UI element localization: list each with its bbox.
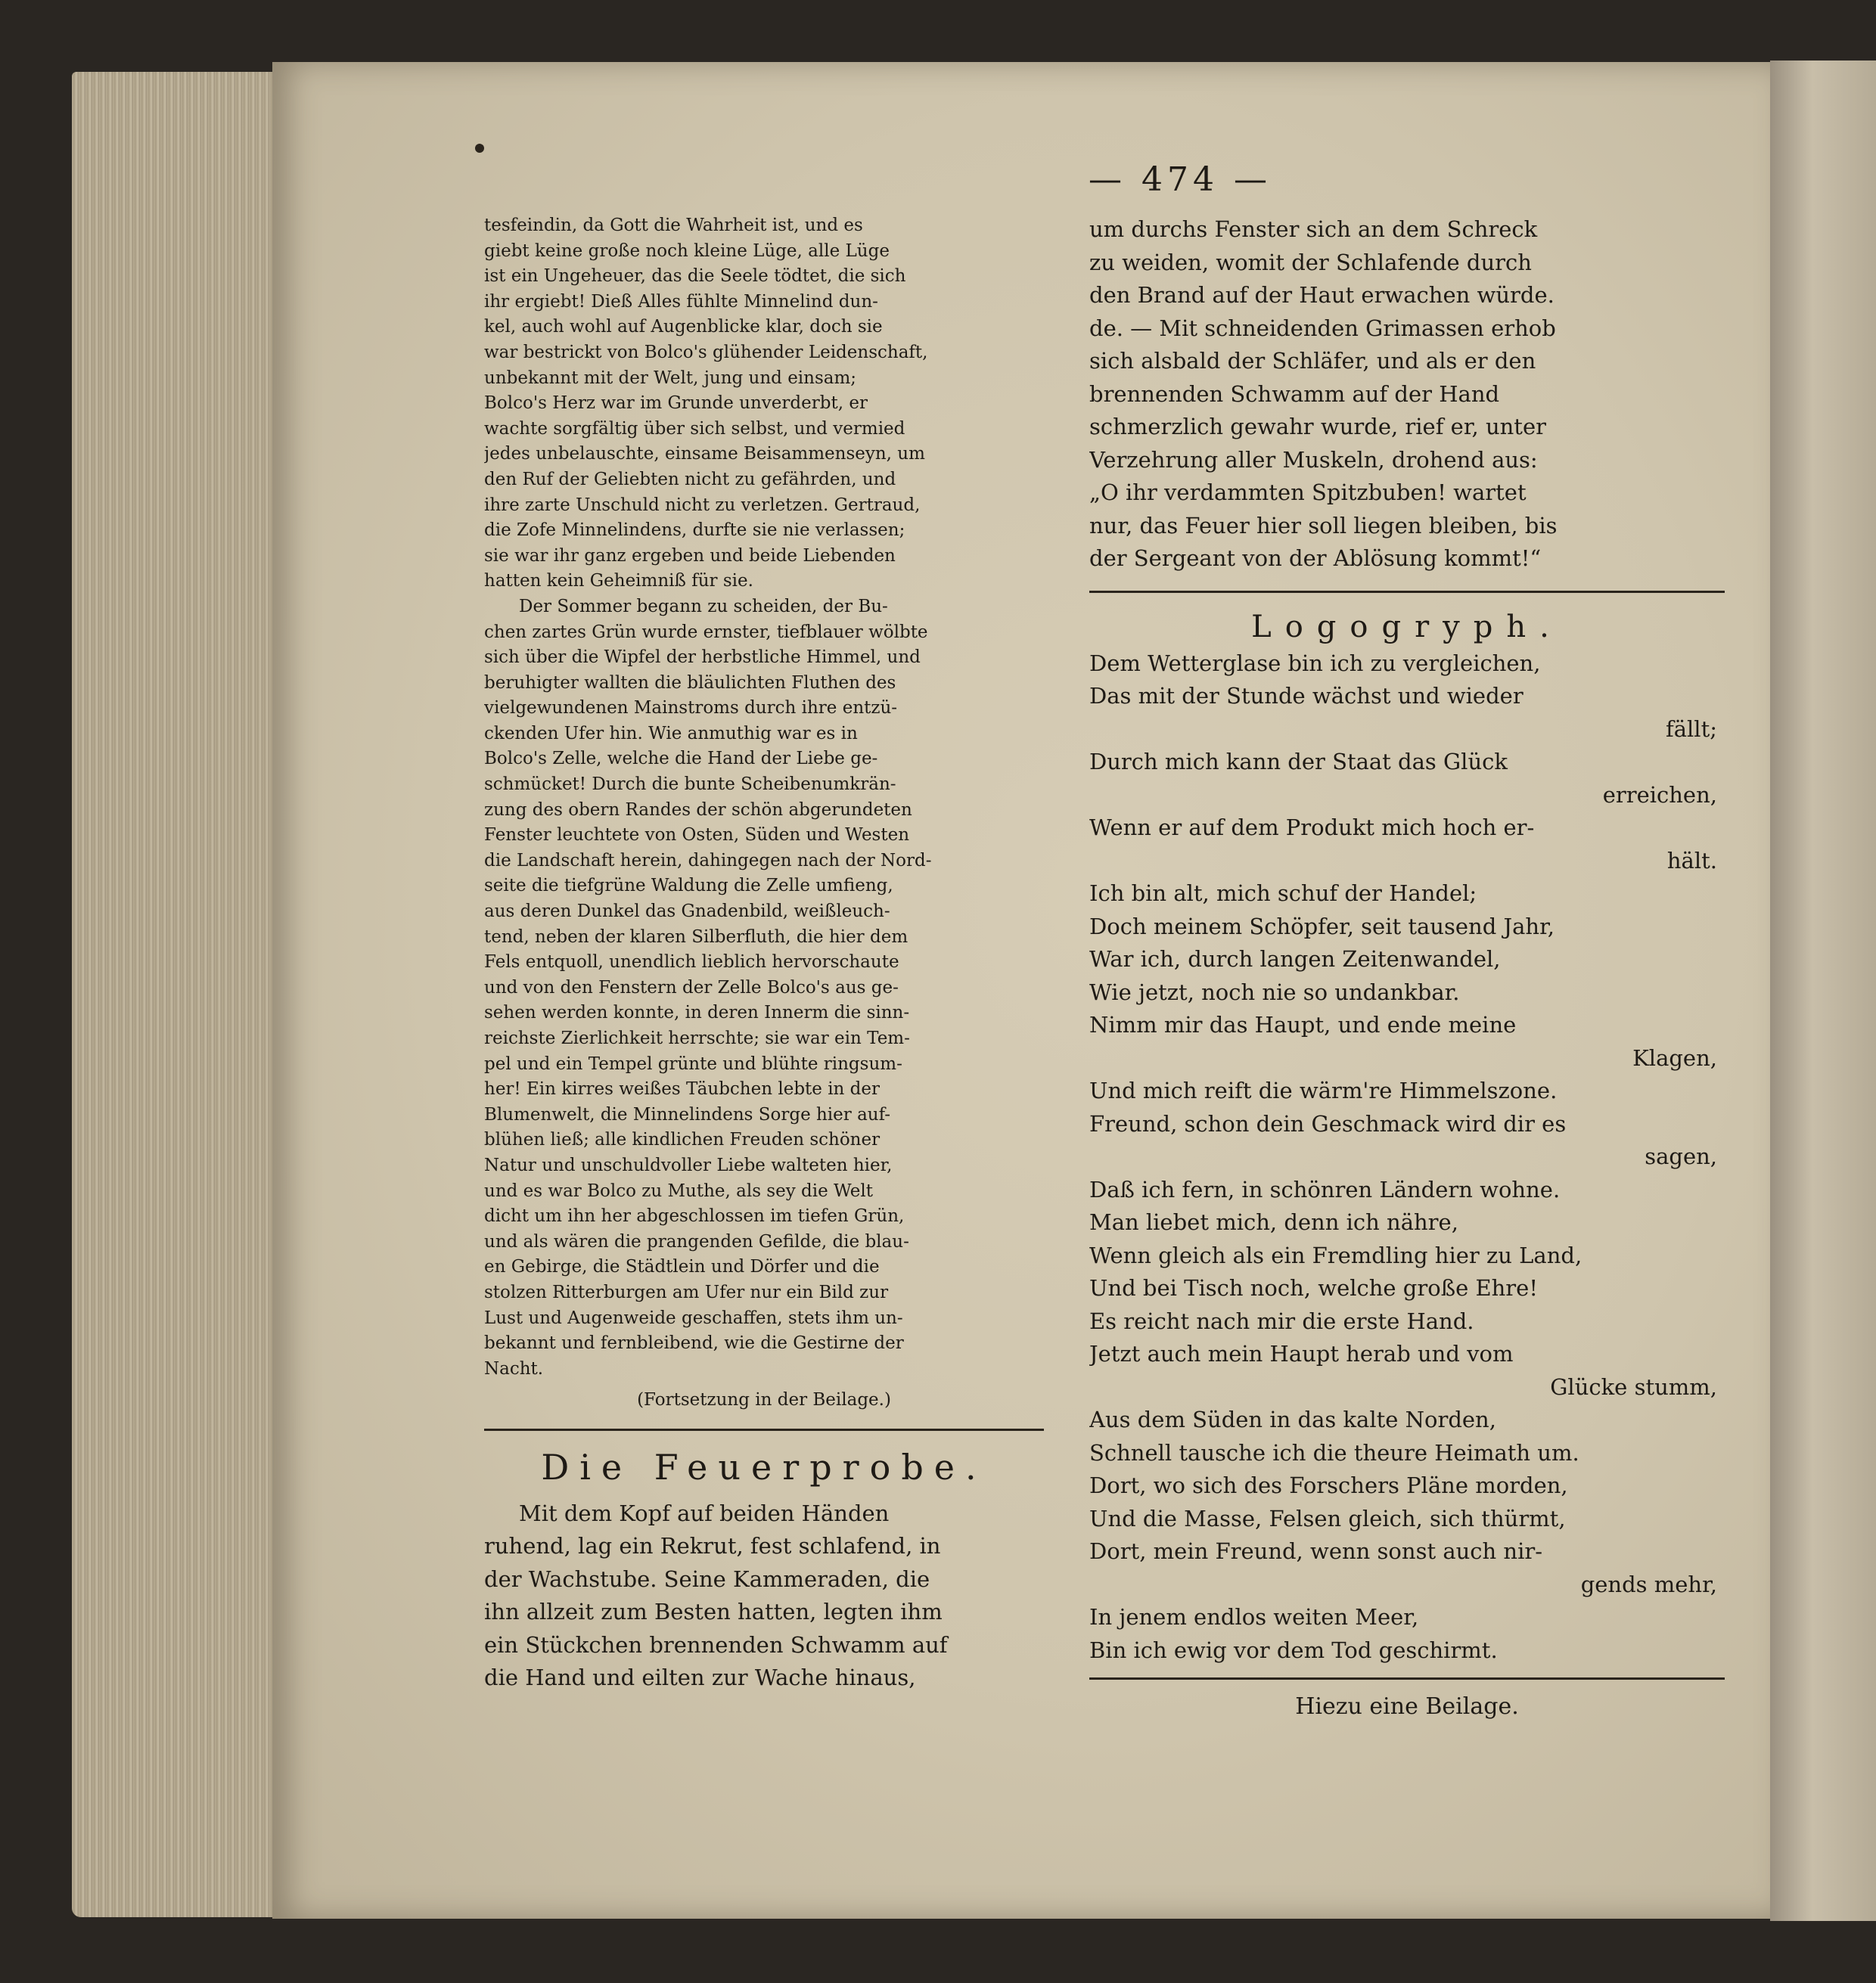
- text-line: Mit dem Kopf auf beiden Händen: [519, 1500, 890, 1526]
- facing-page-edge: [1770, 61, 1876, 1921]
- text-line: Fels entquoll, unendlich lieblich hervorschaute: [484, 952, 899, 973]
- text-line: die Hand und eilten zur Wache hinaus,: [484, 1665, 916, 1691]
- poem-line: Dort, wo sich des Forschers Pläne morden,: [1089, 1473, 1568, 1498]
- ink-dot: [475, 144, 484, 153]
- text-line: der Wachstube. Seine Kammeraden, die: [484, 1566, 930, 1592]
- text-line: und als wären die prangenden Gefilde, die blau-: [484, 1231, 909, 1252]
- text-line: Der Sommer begann zu scheiden, der Bu-: [519, 596, 888, 616]
- text-line: sehen werden konnte, in deren Innerm die sinn-: [484, 1003, 910, 1023]
- text-line: Fenster leuchtete von Osten, Süden und Westen: [484, 825, 910, 846]
- poem-line: Jetzt auch mein Haupt herab und vom: [1089, 1341, 1514, 1367]
- text-line: „O ihr verdammten Spitzbuben! wartet: [1089, 479, 1527, 505]
- text-line: en Gebirge, die Städtlein und Dörfer und die: [484, 1257, 880, 1277]
- poem-line: Schnell tausche ich die theure Heimath um.: [1089, 1439, 1579, 1466]
- poem-line: Dem Wetterglase bin ich zu vergleichen,: [1089, 650, 1541, 676]
- continuation-note: (Fortsetzung in der Beilage.): [637, 1390, 891, 1410]
- text-line: Verzehrung aller Muskeln, drohend aus:: [1089, 446, 1538, 473]
- text-line: aus deren Dunkel das Gnadenbild, weißleuch-: [484, 902, 890, 922]
- poem-line: Freund, schon dein Geschmack wird dir es: [1089, 1110, 1567, 1137]
- text-line: sie war ihr ganz ergeben und beide Liebenden: [484, 545, 896, 566]
- poem-line: Und mich reift die wärm're Himmelszone.: [1089, 1078, 1558, 1103]
- right-column: [1089, 213, 1725, 1724]
- text-line: vielgewundenen Mainstroms durch ihre entzü-: [484, 698, 898, 718]
- poem-line: Durch mich kann der Staat das Glück: [1089, 749, 1508, 774]
- text-line: ruhend, lag ein Rekrut, fest schlafend, in: [484, 1533, 941, 1559]
- text-line: seite die tiefgrüne Waldung die Zelle umfieng,: [484, 876, 893, 896]
- text-line: ihre zarte Unschuld nicht zu verletzen. Gertraud,: [484, 495, 921, 515]
- poem-line: In jenem endlos weiten Meer,: [1089, 1604, 1419, 1630]
- text-line: hatten kein Geheimniß für sie.: [484, 571, 753, 591]
- text-line: den Ruf der Geliebten nicht zu gefährden, und: [484, 469, 896, 489]
- poem-line: Das mit der Stunde wächst und wieder: [1089, 683, 1523, 709]
- text-line: den Brand auf der Haut erwachen würde.: [1089, 282, 1555, 308]
- text-line: stolzen Ritterburgen am Ufer nur ein Bild zur: [484, 1282, 889, 1302]
- left-paragraph-1: [484, 213, 1044, 594]
- section-divider: [484, 1429, 1044, 1431]
- poem-line: War ich, durch langen Zeitenwandel,: [1089, 946, 1501, 972]
- section-divider: [1089, 591, 1725, 593]
- poem-line: Und bei Tisch noch, welche große Ehre!: [1089, 1275, 1538, 1301]
- poem-line: Wenn gleich als ein Fremdling hier zu Land,: [1089, 1242, 1582, 1268]
- book-page: [272, 62, 1770, 1919]
- poem-line: sagen,: [1645, 1144, 1717, 1169]
- text-line: schmücket! Durch die bunte Scheibenumkrän-: [484, 774, 896, 795]
- text-line: kel, auch wohl auf Augenblicke klar, doch sie: [484, 317, 883, 337]
- text-line: die Zofe Minnelindens, durfte sie nie verlassen;: [484, 520, 905, 541]
- poem-line: gends mehr,: [1580, 1571, 1717, 1597]
- book-page-edges: [72, 72, 284, 1917]
- text-line: nur, das Feuer hier soll liegen bleiben, bis: [1089, 512, 1558, 538]
- text-line: dicht um ihn her abgeschlossen im tiefen Grün,: [484, 1206, 905, 1227]
- text-line: jedes unbelauschte, einsame Beisammenseyn, um: [484, 444, 925, 464]
- poem-text: [1089, 647, 1725, 1668]
- story-title: Die Feuerprobe.: [541, 1446, 987, 1488]
- text-line: schmerzlich gewahr wurde, rief er, unter: [1089, 414, 1546, 439]
- page-number: — 474 —: [1089, 160, 1272, 199]
- text-line: Natur und unschuldvoller Liebe walteten hier,: [484, 1155, 893, 1175]
- poem-line: Nimm mir das Haupt, und ende meine: [1089, 1012, 1517, 1038]
- text-line: war bestrickt von Bolco's glühender Leidenschaft,: [484, 342, 928, 362]
- section-divider: [1089, 1677, 1725, 1680]
- text-line: ist ein Ungeheuer, das die Seele tödtet, die sich: [484, 266, 906, 287]
- text-line: Blumenwelt, die Minnelindens Sorge hier auf-: [484, 1104, 891, 1125]
- text-line: und von den Fenstern der Zelle Bolco's aus ge-: [484, 977, 899, 998]
- poem-line: Und die Masse, Felsen gleich, sich thürmt,: [1089, 1505, 1566, 1531]
- text-line: reichste Zierlichkeit herrschte; sie war ein Tem-: [484, 1029, 910, 1048]
- text-line: tend, neben der klaren Silberfluth, die hier dem: [484, 926, 908, 947]
- poem-line: Aus dem Süden in das kalte Norden,: [1089, 1407, 1496, 1432]
- poem-line: Bin ich ewig vor dem Tod geschirmt.: [1089, 1637, 1498, 1663]
- poem-line: Doch meinem Schöpfer, seit tausend Jahr,: [1089, 913, 1555, 939]
- poem-line: Wenn er auf dem Produkt mich hoch er-: [1089, 815, 1535, 840]
- text-line: brennenden Schwamm auf der Hand: [1089, 380, 1500, 407]
- text-line: Bolco's Herz war im Grunde unverderbt, er: [484, 393, 868, 414]
- text-line: pel und ein Tempel grünte und blühte ringsum-: [484, 1054, 902, 1074]
- text-line: Lust und Augenweide geschaffen, stets ihm un-: [484, 1308, 903, 1328]
- poem-line: Glücke stumm,: [1550, 1373, 1717, 1400]
- text-line: zu weiden, womit der Schlafende durch: [1089, 249, 1532, 275]
- text-line: her! Ein kirres weißes Täubchen lebte in der: [484, 1079, 881, 1100]
- poem-line: Ich bin alt, mich schuf der Handel;: [1089, 880, 1477, 906]
- text-line: sich alsbald der Schläfer, und als er den: [1089, 348, 1536, 374]
- text-line: und es war Bolco zu Muthe, als sey die Welt: [484, 1181, 874, 1201]
- text-line: beruhigter wallten die bläulichten Fluthen des: [484, 672, 896, 693]
- poem-line: Dort, mein Freund, wenn sonst auch nir-: [1089, 1538, 1543, 1564]
- text-line: unbekannt mit der Welt, jung und einsam;: [484, 368, 857, 388]
- text-line: chen zartes Grün wurde ernster, tiefblauer wölbte: [484, 622, 928, 642]
- text-line: bekannt und fernbleibend, wie die Gestirne der: [484, 1333, 904, 1354]
- text-line: blühen ließ; alle kindlichen Freuden schöner: [484, 1130, 881, 1150]
- text-line: ckenden Ufer hin. Wie anmuthig war es in: [484, 723, 858, 743]
- poem-title: Logogryph.: [1251, 609, 1563, 644]
- text-line: de. — Mit schneidenden Grimassen erhob: [1089, 315, 1556, 341]
- text-line: sich über die Wipfel der herbstliche Himmel, und: [484, 647, 921, 668]
- poem-line: Man liebet mich, denn ich nähre,: [1089, 1209, 1458, 1235]
- poem-line: Es reicht nach mir die erste Hand.: [1089, 1308, 1474, 1334]
- text-line: Bolco's Zelle, welche die Hand der Liebe ge-: [484, 749, 878, 769]
- story-text-continued: [1089, 213, 1725, 576]
- text-line: die Landschaft herein, dahingegen nach der Nord-: [484, 850, 932, 870]
- text-line: der Sergeant von der Ablösung kommt!“: [1089, 545, 1542, 571]
- text-line: zung des obern Randes der schön abgerundeten: [484, 799, 912, 820]
- left-column: [484, 213, 1044, 1695]
- poem-line: Daß ich fern, in schönren Ländern wohne.: [1089, 1176, 1561, 1203]
- poem-line: erreichen,: [1602, 781, 1717, 808]
- text-line: ein Stückchen brennenden Schwamm auf: [484, 1631, 948, 1658]
- text-line: ihr ergiebt! Dieß Alles fühlte Minnelind dun-: [484, 291, 878, 312]
- poem-line: hält.: [1666, 847, 1717, 874]
- text-line: wachte sorgfältig über sich selbst, und vermied: [484, 418, 905, 439]
- text-line: tesfeindin, da Gott die Wahrheit ist, und es: [484, 216, 863, 235]
- footer-note: Hiezu eine Beilage.: [1295, 1693, 1519, 1720]
- text-line: um durchs Fenster sich an dem Schreck: [1089, 216, 1538, 242]
- poem-line: fällt;: [1666, 715, 1717, 742]
- poem-line: Wie jetzt, noch nie so undankbar.: [1089, 979, 1460, 1005]
- left-paragraph-2: [484, 594, 1044, 1382]
- story-text: [484, 1497, 1044, 1695]
- text-line: Nacht.: [484, 1358, 544, 1379]
- text-line: ihn allzeit zum Besten hatten, legten ihm: [484, 1599, 943, 1625]
- poem-line: Klagen,: [1632, 1044, 1717, 1071]
- text-line: giebt keine große noch kleine Lüge, alle Lüge: [484, 241, 890, 261]
